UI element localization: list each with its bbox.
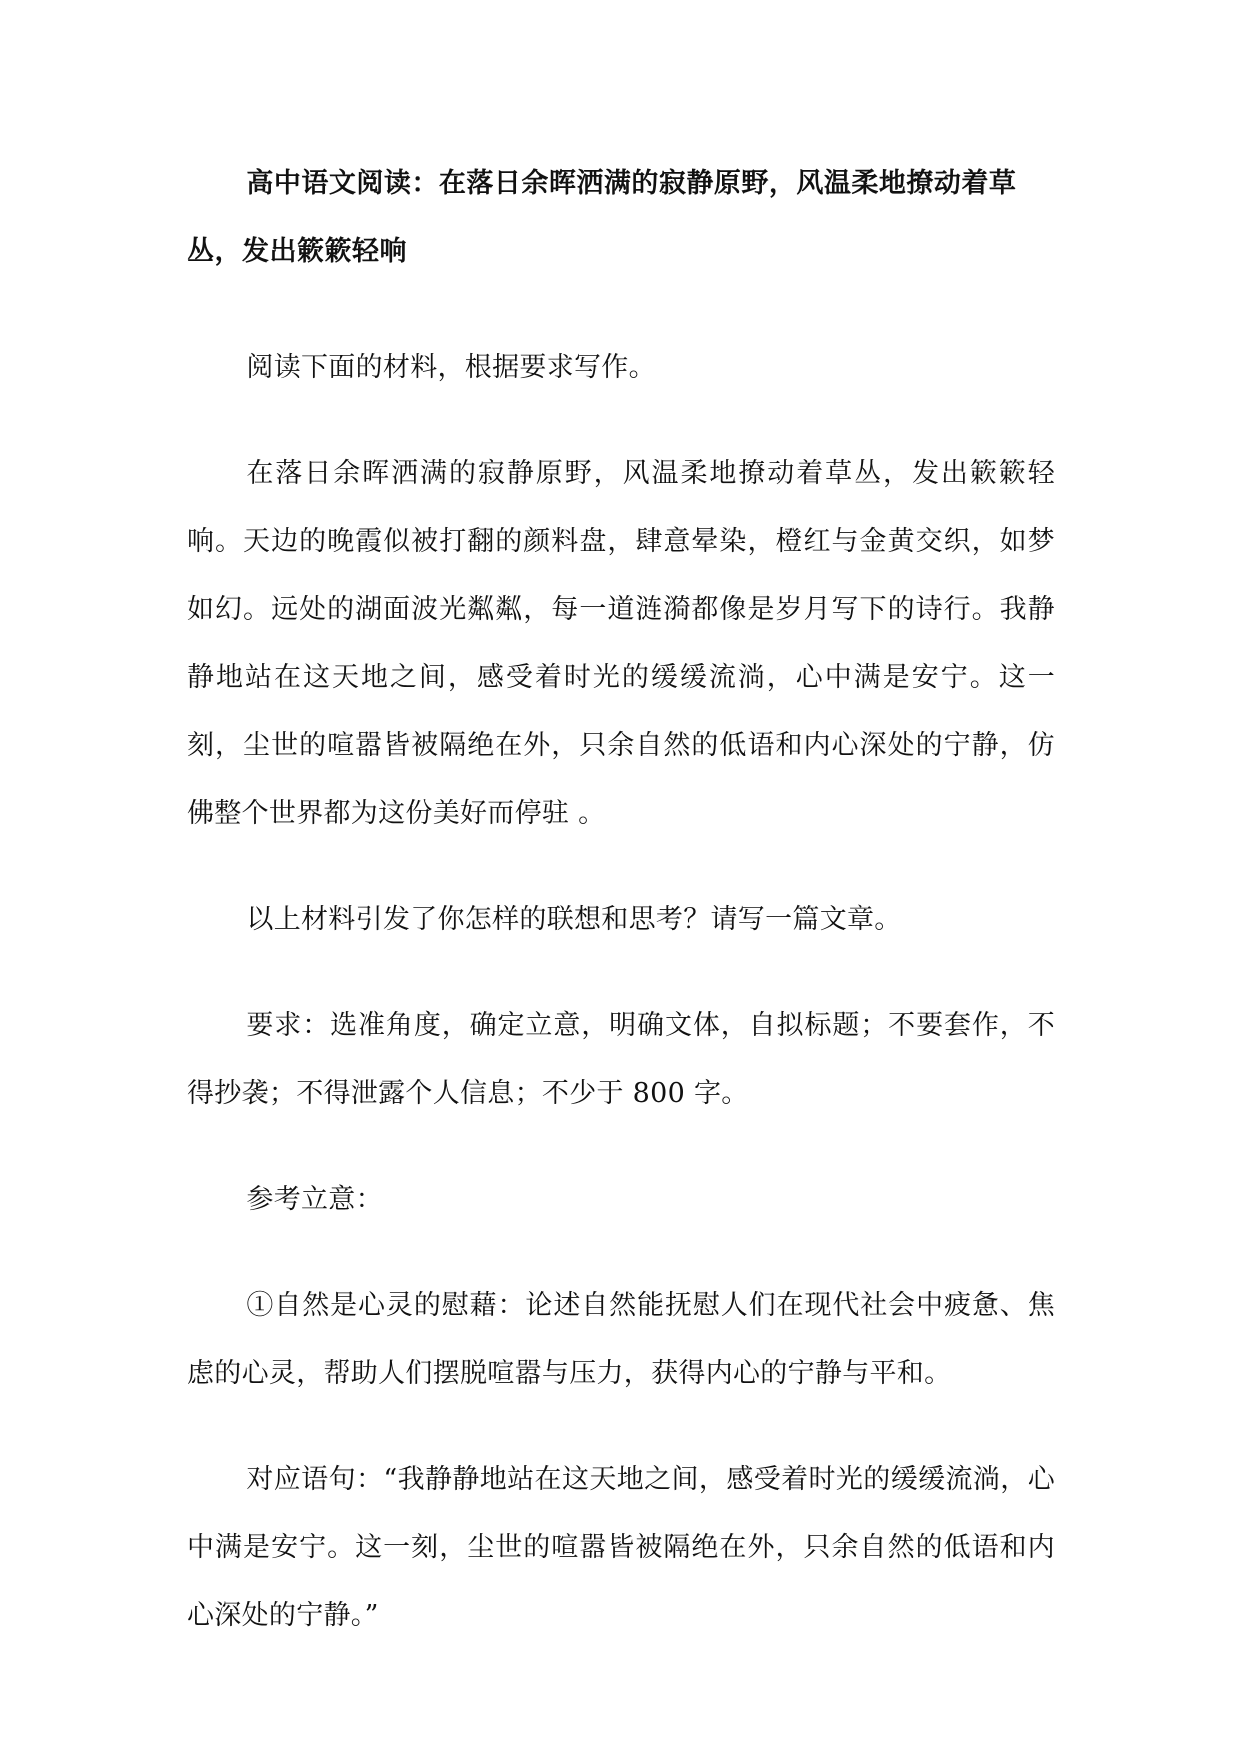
spacer bbox=[187, 1128, 1055, 1166]
spacer bbox=[187, 848, 1055, 886]
prompt-paragraph: 以上材料引发了你怎样的联想和思考？请写一篇文章。 bbox=[246, 904, 902, 935]
spacer bbox=[187, 1408, 1055, 1446]
spacer bbox=[187, 1234, 1055, 1272]
material-paragraph: 在落日余晖洒满的寂静原野，风温柔地撩动着草丛，发出簌簌轻响。天边的晚霞似被打翻的颜料盘，肆意晕染，橙红与金黄交织，如梦如幻。远处的湖面波光粼粼，每一道涟漪都像是岁月写下的诗行。我静静地站在这天地之间，感受着时光的缓缓流淌，心中满是安宁。这一刻，尘世的喧嚣皆被隔绝在外，只余自然的低语和内心深处的宁静，仿佛整个世界都为这份美好而停驻 。 bbox=[187, 458, 1055, 829]
reference-point-1: ①自然是心灵的慰藉：论述自然能抚慰人们在现代社会中疲惫、焦虑的心灵，帮助人们摆脱喧嚣与压力，获得内心的宁静与平和。 bbox=[187, 1290, 1055, 1389]
reference-heading: 参考立意： bbox=[246, 1184, 383, 1215]
instruction-paragraph: 阅读下面的材料，根据要求写作。 bbox=[246, 352, 656, 383]
spacer bbox=[187, 286, 1055, 334]
document-page bbox=[187, 150, 1055, 1650]
document-title: 高中语文阅读：在落日余晖洒满的寂静原野，风温柔地撩动着草丛，发出簌簌轻响 bbox=[187, 168, 1017, 267]
corresponding-sentence: 对应语句：“我静静地站在这天地之间，感受着时光的缓缓流淌，心中满是安宁。这一刻，尘世的喧嚣皆被隔绝在外，只余自然的低语和内心深处的宁静。” bbox=[187, 1464, 1055, 1631]
requirements-paragraph: 要求：选准角度，确定立意，明确文体，自拟标题；不要套作，不得抄袭；不得泄露个人信息；不少于 800 字。 bbox=[187, 1010, 1055, 1109]
spacer bbox=[187, 402, 1055, 440]
spacer bbox=[187, 954, 1055, 992]
